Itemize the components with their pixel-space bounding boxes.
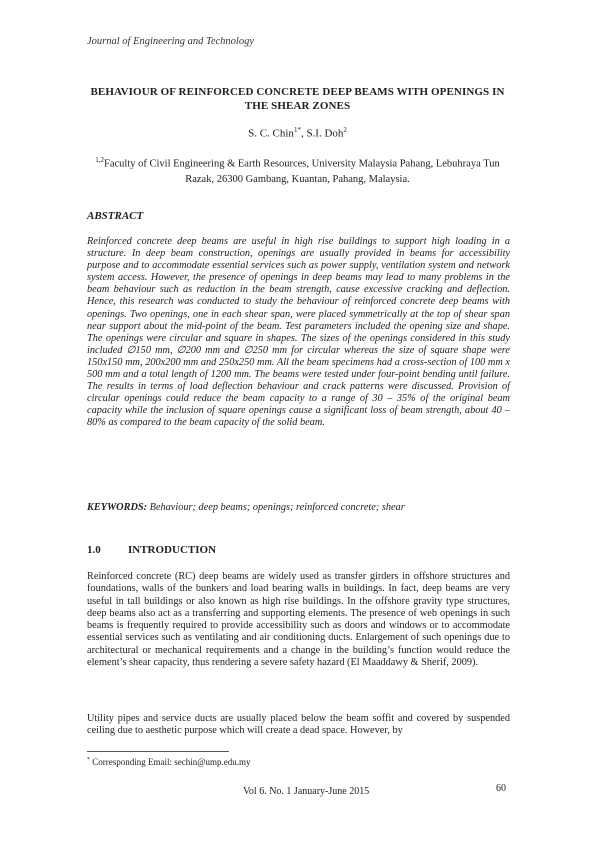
journal-name: Journal of Engineering and Technology xyxy=(87,36,255,47)
abstract-heading: ABSTRACT xyxy=(87,210,144,222)
footnote-text: Corresponding Email: sechin@ump.edu.my xyxy=(90,757,251,767)
section-heading: INTRODUCTION xyxy=(128,544,217,556)
footnote-marker: * xyxy=(87,757,90,763)
abstract-text: Reinforced concrete deep beams are useful in high rise buildings to support high loading in a structure. In deep beam construction, openings are usually provided in beams for accessibility purpose and to accommodate essential services such as power supply, ventilation system and network system access. However, the presence of openings in deep beams may lead to many problems in the beam behaviour such as reduction in the beam strength, cause excessive cracking and deflection. Hence, this research was conducted to study the behaviour of reinforced concrete deep beams with openings. Two openings, one in each shear span, were placed symmetrically at the top of shear span near support about the mid-point of the beam. Test parameters included the opening size and shape. The openings were circular and square in shapes. The sizes of the openings considered in this study included ∅150 mm, ∅200 mm and ∅250 mm for circular whereas the size of square shape were 150x150 mm, 200x200 mm and 250x250 mm. All the beam specimens had a cross-section of 100 mm x 500 mm and a total length of 1200 mm. The beams were tested under four-point bending until failure. The results in terms of load deflection behaviour and crack patterns were discussed. Provision of circular openings could reduce the beam capacity to a range of 30 – 35% of the original beam capacity while the inclusion of square openings cause a significant loss of beam strength, about 40 – 80% as compared to the beam capacity of the solid beam. xyxy=(87,236,510,429)
paper-title: BEHAVIOUR OF REINFORCED CONCRETE DEEP BEAMS WITH OPENINGS IN THE SHEAR ZONES xyxy=(90,86,505,112)
author-1: S. C. Chin xyxy=(248,127,294,140)
affiliation xyxy=(90,153,505,187)
section-number: 1.0 xyxy=(87,544,101,556)
page-number: 60 xyxy=(496,783,506,794)
author-2-marker: 2 xyxy=(343,126,347,134)
affiliation-marker: 1,2 xyxy=(95,156,105,164)
footnote xyxy=(87,757,251,767)
keywords-line xyxy=(87,502,510,513)
affiliation-text: Faculty of Civil Engineering & Earth Resources, University Malaysia Pahang, Lebuhraya Tun Razak, 26300 Gambang, Kuantan, Pahang, Malaysia. xyxy=(104,158,500,185)
keywords-text: Behaviour; deep beams; openings; reinforced concrete; shear xyxy=(147,502,405,513)
author-separator: , xyxy=(300,127,307,140)
intro-paragraph-1: Reinforced concrete (RC) deep beams are widely used as transfer girders in offshore structures and foundations, walls of the bunkers and load bearing walls in buildings. In fact, deep beams are very useful in tall buildings or also known as high rise buildings. In the offshore gravity type structures, deep beams also act as a transferring and supporting elements. The presence of web openings in such beams is frequently required to provide accessibility such as doors and windows or to accommodate essential services such as ventilating and air conditioning ducts. Enlargement of such openings due to architectural or mechanical requirements and a change in the building’s function would reduce the element’s shear capacity, thus rendering a severe safety hazard (El Maaddawy & Sherif, 2009). xyxy=(87,571,510,668)
footnote-divider xyxy=(87,751,229,752)
author-line xyxy=(90,126,505,140)
footer-volume: Vol 6. No. 1 January-June 2015 xyxy=(243,786,370,797)
intro-paragraph-2: Utility pipes and service ducts are usually placed below the beam soffit and covered by suspended ceiling due to aesthetic purpose which will create a dead space. However, by xyxy=(87,713,510,737)
keywords-label: KEYWORDS: xyxy=(87,502,148,513)
author-2: S.I. Doh xyxy=(306,127,344,140)
author-1-marker: 1* xyxy=(293,126,301,134)
